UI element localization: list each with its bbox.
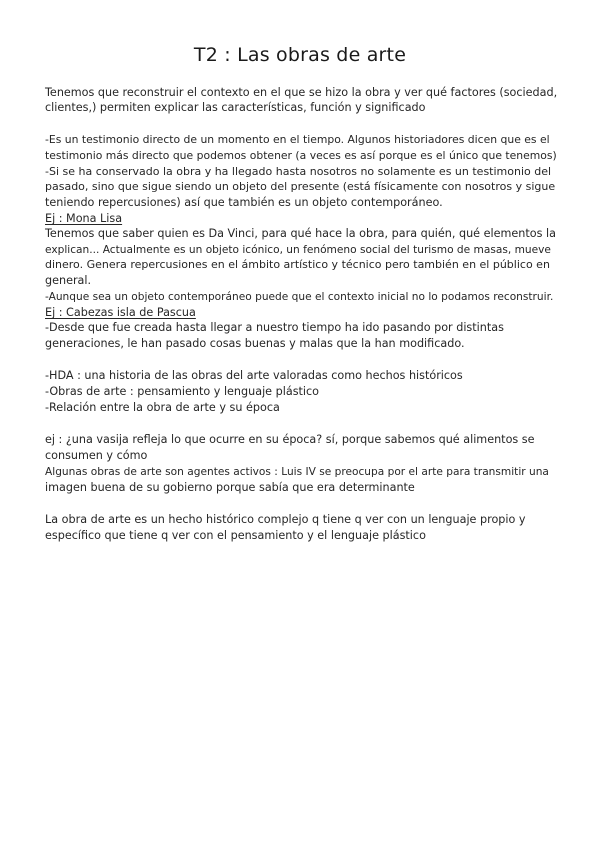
text-line: pasado, sino que sigue siendo un objeto del presente (está físicamente con nosotros y sigue [45, 180, 556, 193]
text-line: -Si se ha conservado la obra y ha llegado hasta nosotros no solamente es un testimonio del [45, 165, 552, 178]
list-item: -HDA : una historia de las obras del arte valoradas como hechos históricos [45, 369, 463, 382]
text-line: testimonio más directo que podemos obtener (a veces es así porque es el único que tenemos) [45, 149, 557, 162]
text-line: ej : ¿una vasija refleja lo que ocurre en su época? sí, porque sabemos qué alimentos se [45, 433, 535, 446]
text-line: La obra de arte es un hecho histórico complejo q tiene q ver con un lenguaje propio y [45, 513, 526, 526]
text-line: -Es un testimonio directo de un momento en el tiempo. Algunos historiadores dicen que es el [45, 133, 550, 146]
example-heading-mona-lisa: Ej : Mona Lisa [45, 212, 123, 225]
text-line: consumen y cómo [45, 449, 148, 462]
text-line: explican... Actualmente es un objeto icónico, un fenómeno social del turismo de masas, mueve [45, 244, 551, 256]
text-line: Algunas obras de arte son agentes activos : Luis IV se preocupa por el arte para transmitir una [45, 466, 549, 478]
text-line: dinero. Genera repercusiones en el ámbito artístico y técnico pero también en el público en [45, 258, 550, 271]
example-heading-easter-island: Ej : Cabezas isla de Pascua [45, 306, 196, 319]
text-line: específico que tiene q ver con el pensamiento y el lenguaje plástico [45, 529, 426, 542]
text-line: teniendo repercusiones) así que también es un objeto contemporáneo. [45, 196, 443, 209]
text-line: -Desde que fue creada hasta llegar a nuestro tiempo ha ido pasando por distintas [45, 321, 504, 334]
page-title: T2 : Las obras de arte [193, 44, 407, 66]
text-line: general. [45, 274, 92, 287]
list-item: -Relación entre la obra de arte y su época [45, 401, 280, 414]
text-line: -Aunque sea un objeto contemporáneo puede que el contexto inicial no lo podamos reconstruir. [45, 291, 554, 303]
text-line: Tenemos que reconstruir el contexto en el que se hizo la obra y ver qué factores (sociedad, [45, 86, 558, 99]
text-line: generaciones, le han pasado cosas buenas y malas que la han modificado. [45, 337, 465, 350]
text-line: Tenemos que saber quien es Da Vinci, para qué hace la obra, para quién, qué elementos la [45, 227, 556, 240]
text-line: imagen buena de su gobierno porque sabía que era determinante [45, 481, 415, 494]
text-line: clientes,) permiten explicar las características, función y significado [45, 101, 426, 114]
list-item: -Obras de arte : pensamiento y lenguaje plástico [45, 385, 320, 398]
